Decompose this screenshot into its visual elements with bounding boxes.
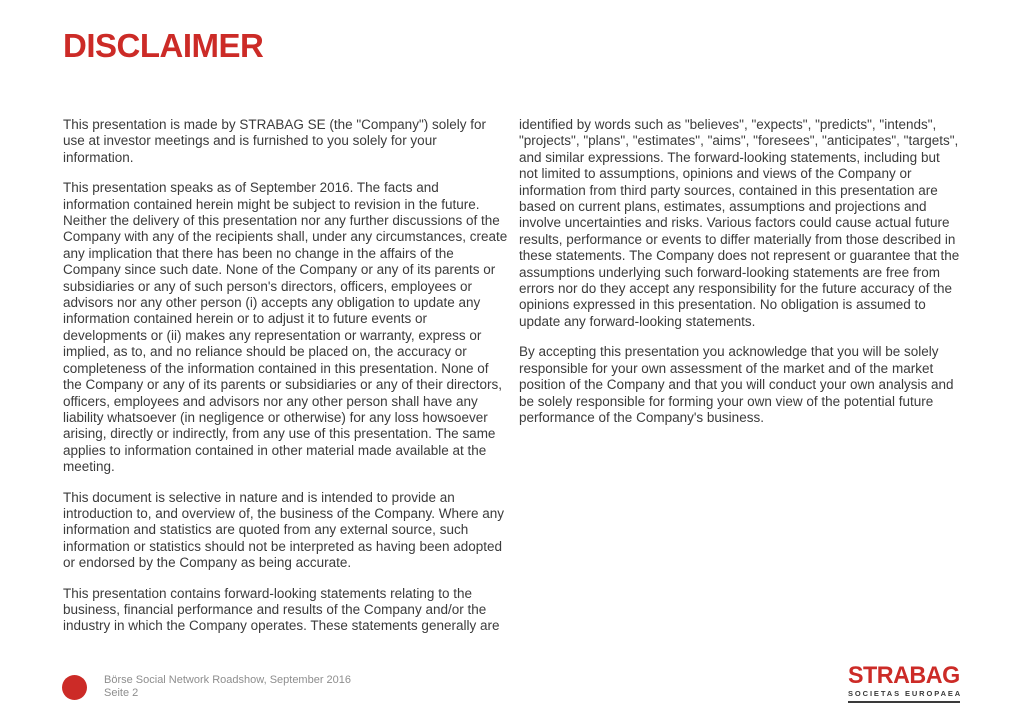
paragraph-intro: This presentation is made by STRABAG SE (the "Company") solely for use at investor meetings and is furnished to you solely for your information. [63,117,487,165]
right-column [519,117,960,649]
paragraph-forward-looking-intro: This presentation contains forward-looking statements relating to the business, financial performance and results of the Company and/or the industry in which the Company operates. These statements generally are [63,585,500,634]
footer-presentation-title: Börse Social Network Roadshow, September 2016 [104,674,352,686]
page-title: DISCLAIMER [63,27,264,64]
footer [104,674,351,700]
paragraph-by-accepting: By accepting this presentation you acknowledge that you will be solely responsible for your own assessment of the market and of the market position of the Company and that you will conduct your own analysis and be solely responsible for forming your own view of the potential future performance of the Company's business. [519,344,954,425]
strabag-logo-subtitle: SOCIETAS EUROPAEA [848,689,963,698]
red-dot-icon [62,675,87,700]
strabag-logo-underline [848,701,960,703]
body-columns [63,117,960,649]
strabag-logo-wordmark: STRABAG [848,662,960,689]
strabag-logo [848,664,961,703]
paragraph-selective-nature: This document is selective in nature and is intended to provide an introduction to, and overview of, the business of the Company. Where any information and statistics are quoted from any external source, such information or statistics should not be interpreted as having been adopted or endorsed by the Company as being accurate. [63,489,504,571]
paragraph-speaks-as-of: This presentation speaks as of September 2016. The facts and information contained herein might be subject to revision in the future. Neither the delivery of this presentation nor any further discussions of the Company with any of the recipients shall, under any circumstances, create any implication that there has been no change in the affairs of the Company since such date. None of the Company or any of its parents or subsidiaries or any of such person's directors, officers, employees or advisors nor any other person (i) accepts any obligation to update any information contained herein or to adjust it to future events or developments or (ii) makes any representation or warranty, express or implied, as to, and no reliance should be placed on, the accuracy or completeness of the information contained in this presentation. None of the Company or any of its parents or subsidiaries or any of their directors, officers, employees and advisors nor any other person shall have any liability whatsoever (in negligence or otherwise) for any loss howsoever arising, directly or indirectly, from any use of this presentation. The same applies to information contained in other material made available at the meeting. [63,180,508,475]
paragraph-forward-looking-continued: identified by words such as "believes", "expects", "predicts", "intends", "projects", "plans", "estimates", "aims", "foresees", "anticipates", "targets", and similar expressions. The forward-looking statements, including but not limited to assumptions, opinions and views of the Company or information from third party sources, contained in this presentation are based on current plans, estimates, assumptions and projections and involve uncertainties and risks. Various factors could cause actual future results, performance or events to differ materially from those described in these statements. The Company does not represent or guarantee that the assumptions underlying such forward-looking statements are free from errors nor do they accept any responsibility for the future accuracy of the opinions expressed in this presentation. No obligation is assumed to update any forward-looking statements. [519,117,960,329]
left-column [63,117,508,649]
footer-page-number: Seite 2 [104,687,139,699]
